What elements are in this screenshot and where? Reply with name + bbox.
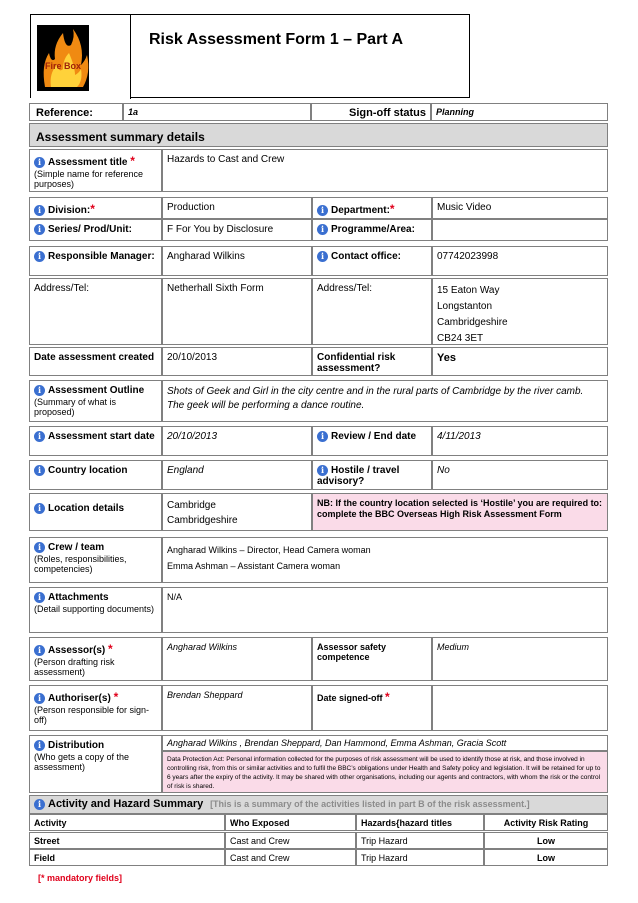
cell-activity: Field <box>29 849 225 866</box>
assessor-label: i Assessor(s) * (Person drafting risk assessment) <box>29 637 162 681</box>
distribution-value[interactable]: Angharad Wilkins , Brendan Sheppard, Dan Hammond, Emma Ashman, Gracia Scott <box>162 735 608 751</box>
start-date-label: i Assessment start date <box>29 426 162 456</box>
responsible-value[interactable]: Angharad Wilkins <box>162 246 312 276</box>
info-icon: i <box>317 465 328 476</box>
cell-who-exposed: Cast and Crew <box>225 849 356 866</box>
division-value[interactable]: Production <box>162 197 312 219</box>
department-value[interactable]: Music Video <box>432 197 608 219</box>
info-icon: i <box>317 205 328 216</box>
crew-value[interactable] <box>162 537 608 583</box>
review-value[interactable]: 4/11/2013 <box>432 426 608 456</box>
hostile-value[interactable]: No <box>432 460 608 490</box>
table-row <box>29 832 608 849</box>
confidential-value[interactable]: Yes <box>432 347 608 376</box>
info-icon: i <box>34 542 45 553</box>
info-icon: i <box>34 799 45 810</box>
cell-who-exposed: Cast and Crew <box>225 832 356 849</box>
division-label: i Division:* <box>29 197 162 219</box>
authoriser-label: i Authoriser(s) * (Person responsible for sign-off) <box>29 685 162 731</box>
address-label-1: Address/Tel: <box>29 278 162 345</box>
start-date-value[interactable]: 20/10/2013 <box>162 426 312 456</box>
assessor-safety-label: Assessor safety competence <box>312 637 432 681</box>
country-label: i Country location <box>29 460 162 490</box>
reference-value: 1a <box>123 103 311 121</box>
logo-text: Fire Box <box>45 61 82 71</box>
location-value[interactable] <box>162 493 312 531</box>
contact-label: i Contact office: <box>312 246 432 276</box>
address-value-2[interactable] <box>432 278 608 345</box>
location-line: Cambridgeshire <box>167 515 238 526</box>
date-created-value[interactable]: 20/10/2013 <box>162 347 312 376</box>
summary-heading: Assessment summary details <box>29 123 608 147</box>
location-line: Cambridge <box>167 500 216 511</box>
assessment-title-label: i Assessment title * (Simple name for reference purposes) <box>29 149 162 192</box>
firebox-logo <box>31 15 131 99</box>
signed-off-value[interactable] <box>432 685 608 731</box>
data-protection-note: Data Protection Act: Personal information collected for the purposes of risk assessment will be used to identify those at risk, and those involved in controlling risk, from this or similar activities and to fulfil the BBC’s obligations under Health and Safety policy and legislation. It will be retained for up to 6 years after the expiry of the activity. It may be shared with other organisations, including our agents and contractors, with whom the risk or the control of risk is shared. <box>162 751 608 793</box>
info-icon: i <box>34 251 45 262</box>
table-row <box>29 849 608 866</box>
cell-risk-rating: Low <box>484 849 608 866</box>
signoff-label: Sign-off status <box>311 103 431 121</box>
address-line: CB24 3ET <box>437 333 484 344</box>
attachments-value[interactable]: N/A <box>162 587 608 633</box>
outline-label: i Assessment Outline (Summary of what is proposed) <box>29 380 162 422</box>
info-icon: i <box>317 224 328 235</box>
address-line: Cambridgeshire <box>437 317 508 328</box>
crew-label: i Crew / team (Roles, responsibilities, competencies) <box>29 537 162 583</box>
address-label-2: Address/Tel: <box>312 278 432 345</box>
responsible-label: i Responsible Manager: <box>29 246 162 276</box>
info-icon: i <box>317 251 328 262</box>
signed-off-label: Date signed-off * <box>312 685 432 731</box>
info-icon: i <box>34 157 45 168</box>
form-header <box>30 14 470 98</box>
info-icon: i <box>34 503 45 514</box>
crew-line: Emma Ashman – Assistant Camera woman <box>167 561 341 571</box>
review-label: i Review / End date <box>312 426 432 456</box>
cell-hazard: Trip Hazard <box>356 849 484 866</box>
cell-activity: Street <box>29 832 225 849</box>
info-icon: i <box>34 385 45 396</box>
department-label: i Department:* <box>312 197 432 219</box>
col-activity: Activity <box>29 814 225 831</box>
country-value[interactable]: England <box>162 460 312 490</box>
attachments-label: i Attachments (Detail supporting documents) <box>29 587 162 633</box>
series-value[interactable]: F For You by Disclosure <box>162 219 312 241</box>
col-hazards: Hazards{hazard titles <box>356 814 484 831</box>
crew-line: Angharad Wilkins – Director, Head Camera woman <box>167 545 371 555</box>
assessor-value[interactable]: Angharad Wilkins <box>162 637 312 681</box>
location-label: i Location details <box>29 493 162 531</box>
info-icon: i <box>317 431 328 442</box>
info-icon: i <box>34 693 45 704</box>
info-icon: i <box>34 205 45 216</box>
cell-hazard: Trip Hazard <box>356 832 484 849</box>
info-icon: i <box>34 740 45 751</box>
programme-value[interactable] <box>432 219 608 241</box>
hostile-label: i Hostile / travel advisory? <box>312 460 432 490</box>
assessor-safety-value[interactable]: Medium <box>432 637 608 681</box>
activity-table-header <box>29 814 608 831</box>
col-who-exposed: Who Exposed <box>225 814 356 831</box>
authoriser-value[interactable]: Brendan Sheppard <box>162 685 312 731</box>
info-icon: i <box>34 224 45 235</box>
confidential-label: Confidential risk assessment? <box>312 347 432 376</box>
contact-value[interactable]: 07742023998 <box>432 246 608 276</box>
hostile-note: NB: If the country location selected is ‘Hostile’ you are required to: complete the BBC Overseas High Risk Assessment Form <box>312 493 608 531</box>
info-icon: i <box>34 431 45 442</box>
programme-label: i Programme/Area: <box>312 219 432 241</box>
series-label: i Series/ Prod/Unit: <box>29 219 162 241</box>
title-cell <box>131 15 471 99</box>
date-created-label: Date assessment created <box>29 347 162 376</box>
activity-heading: i Activity and Hazard Summary [This is a summary of the activities listed in part B of the risk assessment.] <box>29 795 608 814</box>
info-icon: i <box>34 645 45 656</box>
info-icon: i <box>34 465 45 476</box>
address-line: 15 Eaton Way <box>437 285 500 296</box>
info-icon: i <box>34 592 45 603</box>
address-line: Longstanton <box>437 301 493 312</box>
mandatory-fields-note: [* mandatory fields] <box>38 873 123 883</box>
outline-value[interactable]: Shots of Geek and Girl in the city centre and in the rural parts of Cambridge by the river camb. The geek will be performing a dance routine. <box>162 380 608 422</box>
assessment-title-value[interactable]: Hazards to Cast and Crew <box>162 149 608 192</box>
cell-risk-rating: Low <box>484 832 608 849</box>
signoff-value: Planning <box>431 103 608 121</box>
col-risk-rating: Activity Risk Rating <box>484 814 608 831</box>
distribution-label: i Distribution (Who gets a copy of the assessment) <box>29 735 162 793</box>
page-title: Risk Assessment Form 1 – Part A <box>149 31 404 48</box>
address-value-1[interactable]: Netherhall Sixth Form <box>162 278 312 345</box>
reference-label: Reference: <box>29 103 123 121</box>
